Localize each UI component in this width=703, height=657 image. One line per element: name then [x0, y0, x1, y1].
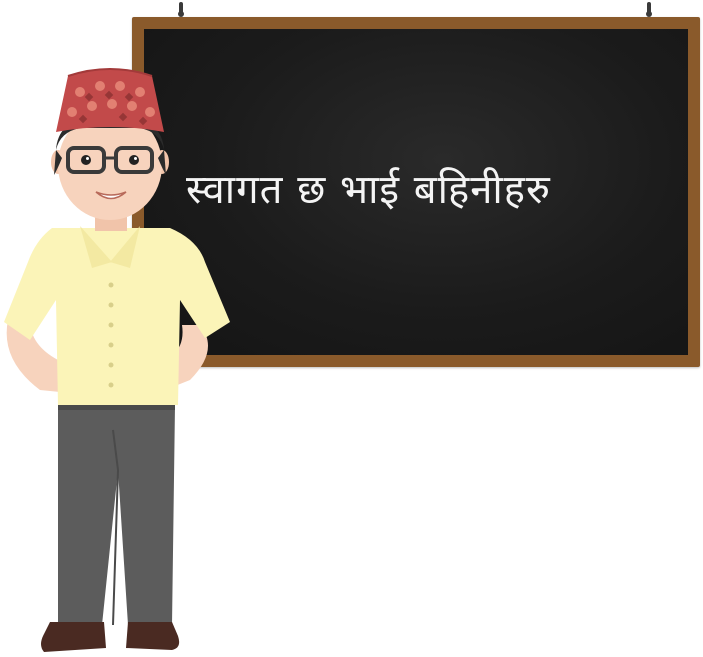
- board-hook-icon: [644, 2, 654, 18]
- teacher-figure: [0, 0, 240, 657]
- board-greeting-text: स्वागत छ भाई बहिनीहरु: [186, 167, 551, 213]
